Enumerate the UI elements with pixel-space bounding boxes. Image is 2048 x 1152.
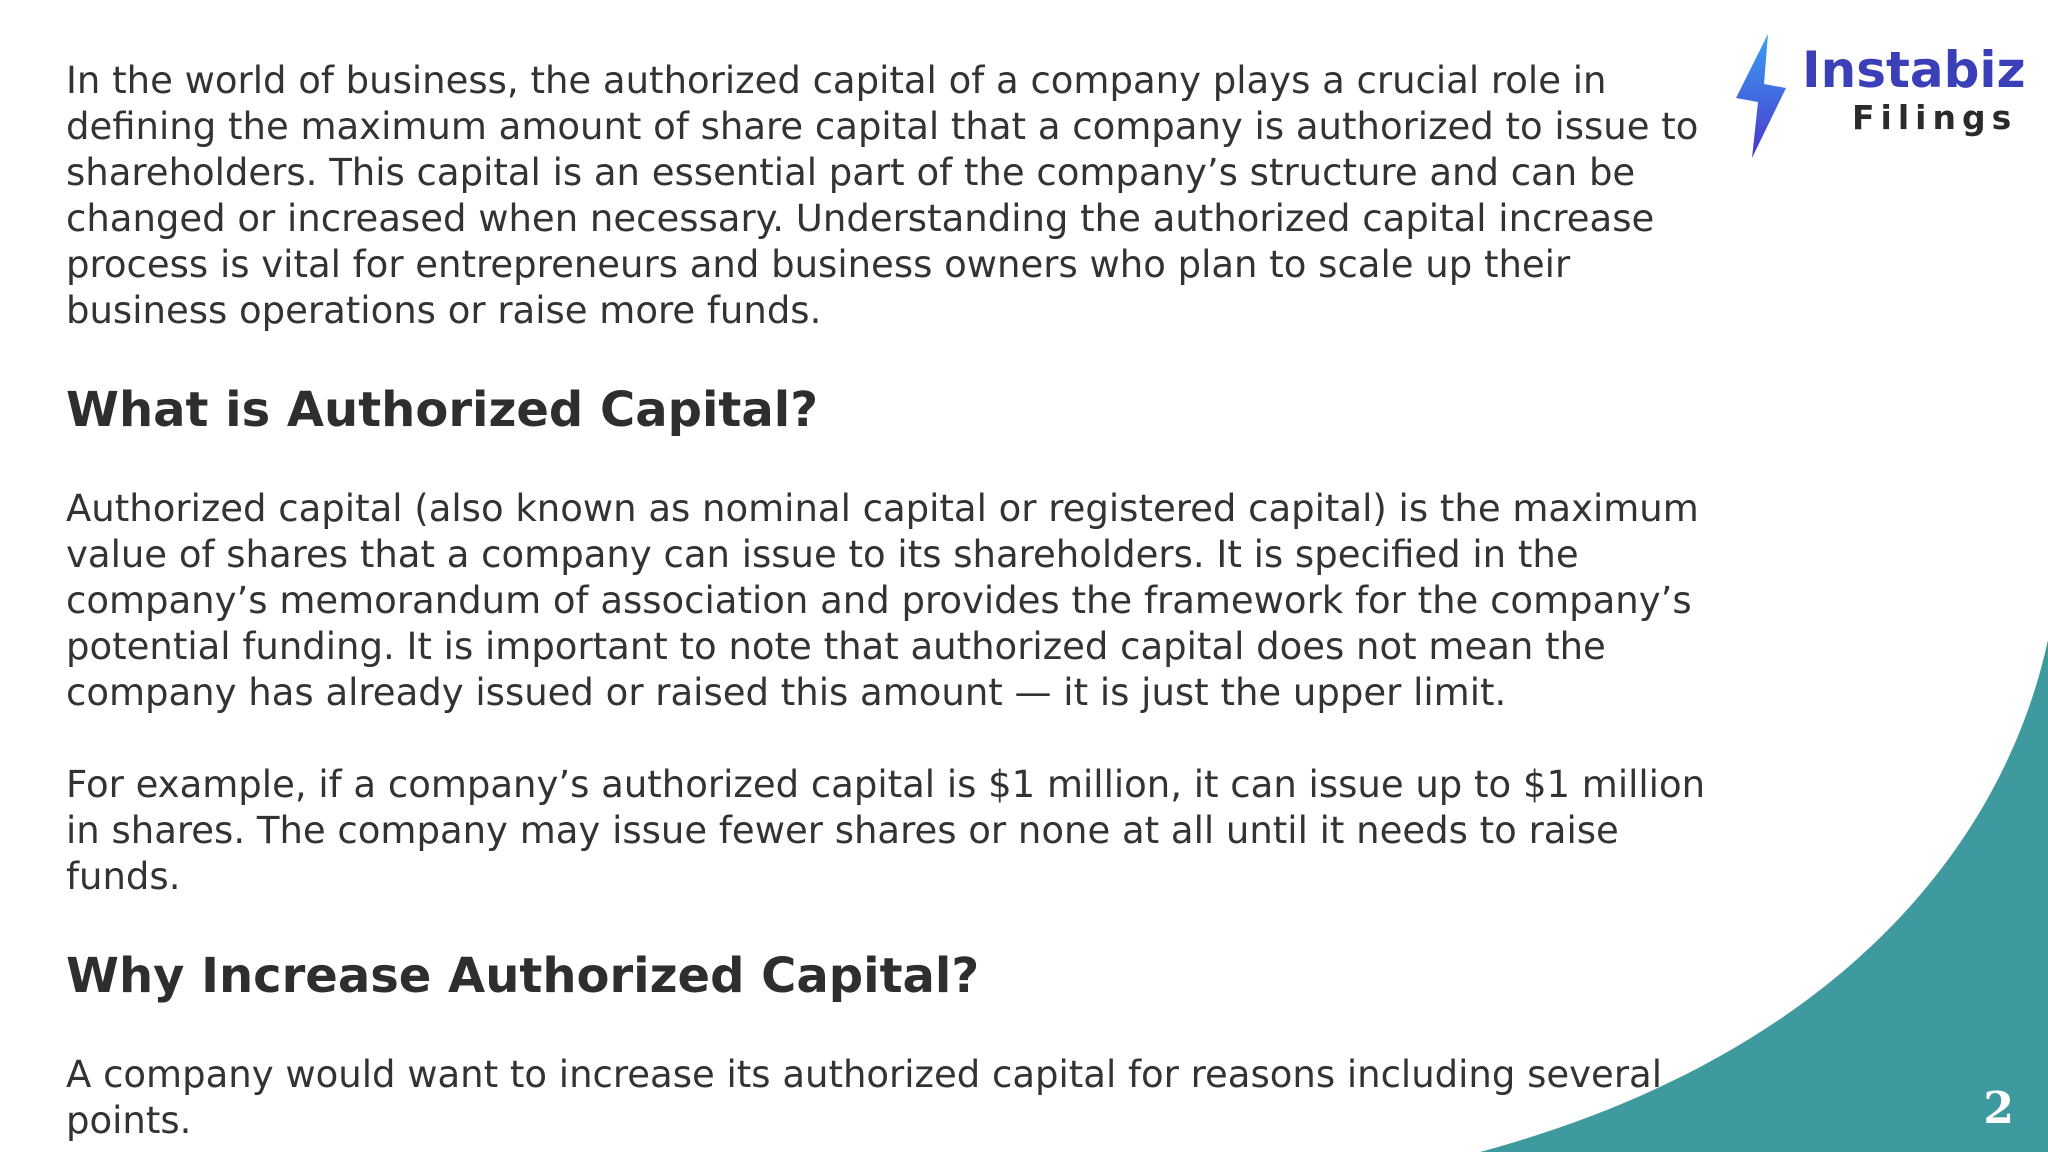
intro-paragraph: In the world of business, the authorized capital of a company plays a crucial role in defining the maximum amount of share capital that a company is authorized to issue to shareholders. This capital is an essential part of the company’s structure and can be changed or increased when necessary. Understanding the authorized capital increase process is vital for entrepreneurs and business owners who plan to scale up their business operations or raise more funds. [66,59,1699,332]
logo-text-instabiz: Instabiz [1802,41,2026,99]
example-paragraph: For example, if a company’s authorized capital is $1 million, it can issue up to $1 million in shares. The company may issue fewer shares or none at all until it needs to raise funds. [66,763,1706,898]
heading-why-increase-authorized-capital: Why Increase Authorized Capital? [66,948,980,1004]
instabiz-filings-logo [1732,32,2032,162]
logo-text-filings: Filings [1852,98,2018,137]
page-number: 2 [1983,1083,2014,1134]
reason-paragraph: A company would want to increase its authorized capital for reasons including several points. [66,1053,1662,1142]
heading-what-is-authorized-capital: What is Authorized Capital? [66,382,819,438]
lightning-bolt-icon [1732,32,1788,160]
definition-paragraph: Authorized capital (also known as nominal capital or registered capital) is the maximum value of shares that a company can issue to its shareholders. It is specified in the company’s memorandum of association and provides the framework for the company’s potential funding. It is important to note that authorized capital does not mean the company has already issued or raised this amount — it is just the upper limit. [66,487,1699,714]
document-body [66,58,1706,1144]
